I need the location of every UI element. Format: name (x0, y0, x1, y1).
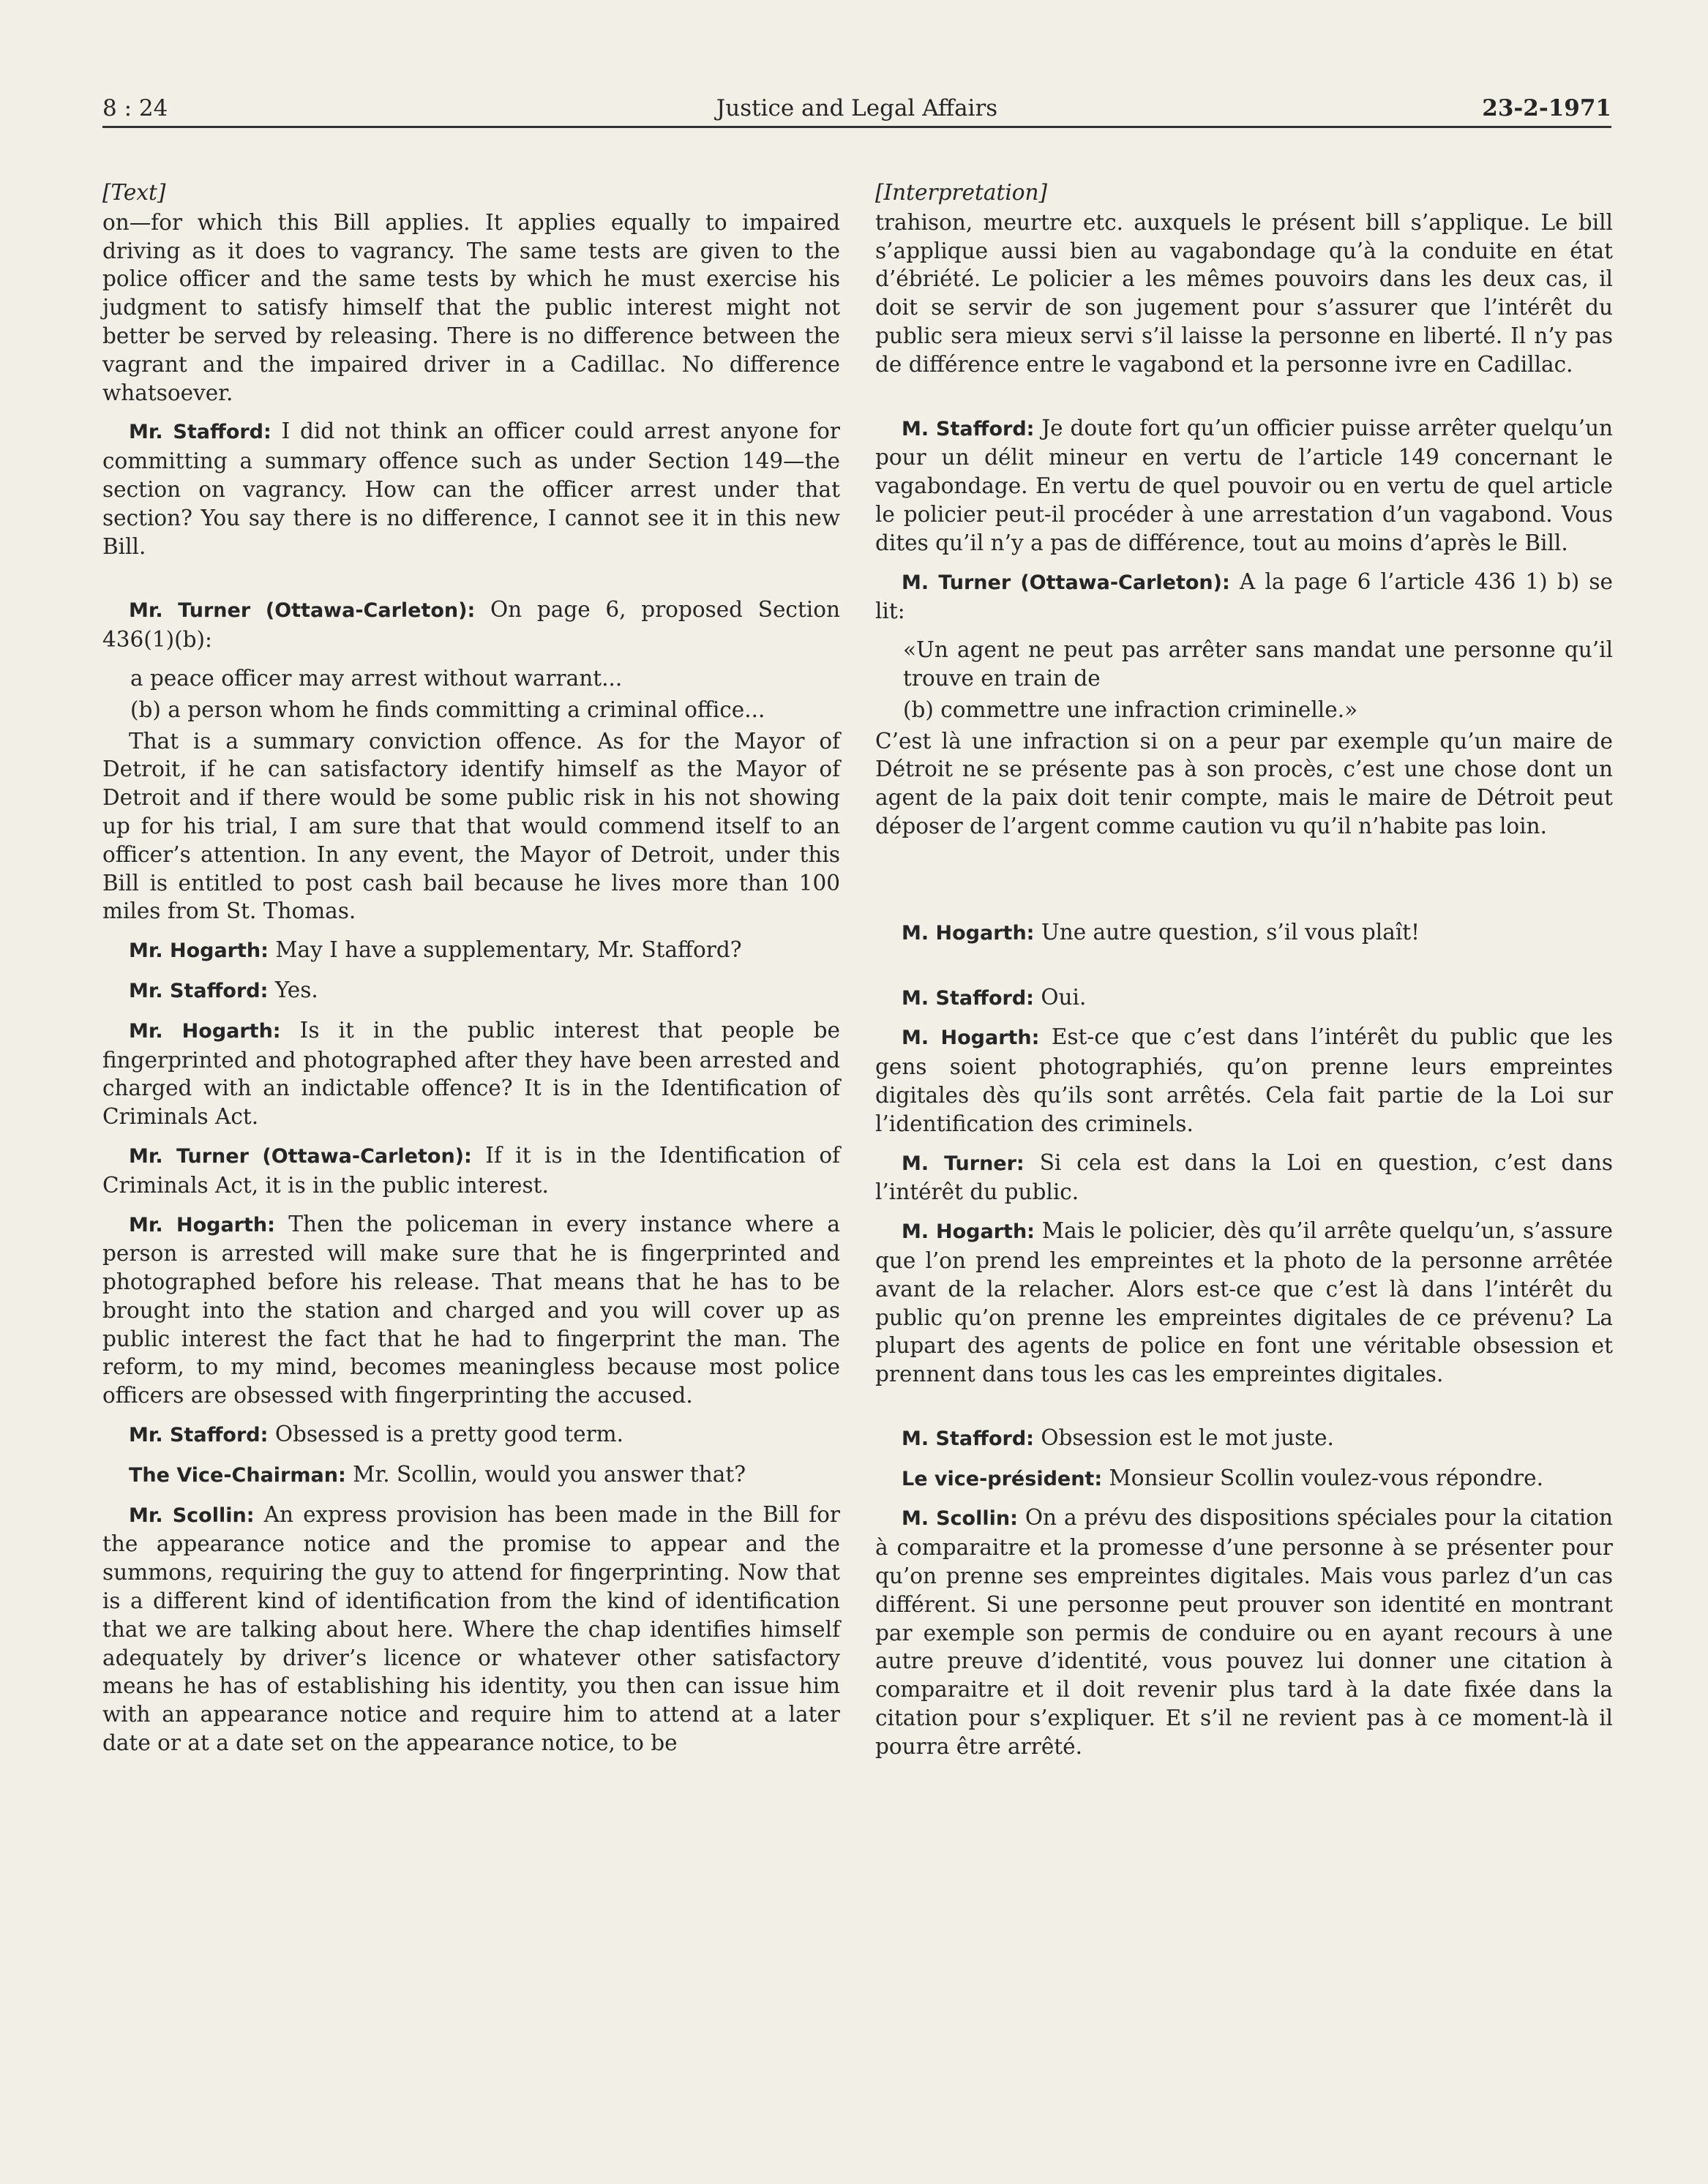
speech-paragraph (102, 1460, 840, 1490)
paragraph: on—for which this Bill applies. It applies equally to impaired driving as it does to vagrancy. The same tests are given to the police officer and the same tests by which he must exercise his judgment to satisfy himself that the public interest might not better be served by releasing. There is no difference between the vagrant and the impaired driver in a Cadillac. No difference whatsoever. (102, 209, 840, 405)
speaker-name: Le vice-président: (902, 1467, 1103, 1490)
speech-text: May I have a supplementary, Mr. Stafford? (275, 937, 742, 963)
running-title: Justice and Legal Affairs (716, 95, 998, 121)
speaker-name: Mr. Stafford: (129, 421, 271, 444)
speech-text: Obsessed is a pretty good term. (274, 1422, 624, 1447)
speaker-name: M. Hogarth: (902, 921, 1035, 945)
speech-text: If it is in the Identification of Criminals Act, it is in the public interest. (102, 1142, 840, 1198)
speech-text: On a prévu des dispositions spéciales pour la citation à comparaitre et la promesse d’une personne à se présenter pour qu’on prenne ses empreintes digitales. Mais vous parlez d’un cas différent. Si une personne peut prouver son identité en montrant par exemple son permis de conduire ou en ayant recours à une autre preuve d’identité, vous pouvez lui donner une citation à comparaitre et il doit revenir plus tard à la date fixée dans la citation pour s’expliquer. Et s’il ne revient pas à ce moment-là il pourra être arrêté. (875, 1505, 1613, 1759)
page-number: 8 : 24 (102, 95, 168, 121)
speech-text: Monsieur Scollin voulez-vous répondre. (1109, 1465, 1543, 1490)
header-date: 23-2-1971 (1482, 95, 1611, 121)
speaker-name: M. Turner: (902, 1152, 1025, 1175)
quoted-text: (b) a person whom he finds committing a criminal office... (130, 697, 765, 722)
speech-paragraph (875, 1023, 1613, 1138)
speaker-name: M. Turner (Ottawa-Carleton): (902, 571, 1230, 594)
speech-text: Obsession est le mot juste. (1041, 1425, 1334, 1450)
speech-text: Mr. Scollin, would you answer that? (353, 1461, 746, 1487)
speech-paragraph (875, 918, 1613, 948)
speech-text: Oui. (1041, 984, 1087, 1010)
quoted-text: (b) commettre une infraction criminelle.» (903, 697, 1358, 722)
speech-text: Then the policeman in every instance where a person is arrested will make sure that he is fingerprinted and photographed before his release. That means that he has to be brought into the station and charged and you will cover up as public interest the fact that he had to fingerprint the man. The reform, to my mind, becomes meaningless because most police officers are obsessed with fingerprinting the accused. (102, 1211, 840, 1408)
speech-paragraph (102, 1501, 840, 1757)
page-header (102, 94, 1611, 128)
speaker-name: Mr. Scollin: (129, 1504, 255, 1527)
speech-paragraph (875, 1424, 1613, 1454)
paragraph: C’est là une infraction si on a peur par exemple qu’un maire de Détroit ne se présente pas à son procès, c’est une chose dont un agent de la paix doit tenir compte, mais le maire de Détroit peut déposer de l’argent comme caution vu qu’il n’habite pas loin. (875, 728, 1613, 838)
speech-paragraph (102, 1210, 840, 1411)
speaker-name: Mr. Stafford: (129, 1424, 269, 1447)
speaker-name: M. Hogarth: (902, 1027, 1040, 1050)
speech-text: A la page 6 l’article 436 1) b) se lit: (875, 568, 1613, 624)
speaker-name: Mr. Stafford: (129, 979, 269, 1002)
section-label-text: [Text] (102, 180, 166, 205)
speaker-name: Mr. Hogarth: (129, 1213, 275, 1237)
speech-paragraph (875, 414, 1613, 558)
speaker-name: M. Stafford: (902, 986, 1034, 1010)
speaker-name: Mr. Hogarth: (129, 1019, 281, 1043)
section-label-interpretation: [Interpretation] (875, 180, 1048, 205)
speech-paragraph (102, 417, 840, 560)
french-column (875, 179, 1613, 1771)
speech-paragraph (102, 936, 840, 966)
speaker-name: M. Stafford: (902, 417, 1035, 440)
speech-text: Je doute fort qu’un officier puisse arrêter quelqu’un pour un délit mineur en vertu de l’article 149 concernant le vagabondage. En vertu de quel pouvoir ou en vertu de quel article le policier peut-il procéder à une arrestation d’un vagabond. Vous dites qu’il n’y a pas de différence, tout au moins d’après le Bill. (875, 415, 1613, 555)
paragraph: trahison, meurtre etc. auxquels le présent bill s’applique. Le bill s’applique aussi bien au vagabondage qu’à la conduite en état d’ébriété. Le policier a les mêmes pouvoirs dans les deux cas, il doit se servir de son jugement pour s’assurer que l’intérêt du public sera mieux servi s’il laisse la personne en liberté. Il n’y pas de différence entre le vagabond et la personne ivre en Cadillac. (875, 209, 1613, 377)
speaker-name: M. Scollin: (902, 1507, 1018, 1531)
speech-paragraph (102, 1141, 840, 1200)
speaker-name: Mr. Turner (Ottawa-Carleton): (129, 599, 476, 623)
speech-paragraph (875, 568, 1613, 626)
speech-paragraph (875, 983, 1613, 1013)
speaker-name: Mr. Turner (Ottawa-Carleton): (129, 1144, 472, 1168)
speaker-name: The Vice-Chairman: (129, 1463, 346, 1487)
speaker-name: M. Hogarth: (902, 1220, 1035, 1244)
speech-paragraph (875, 1217, 1613, 1389)
speech-text: Une autre question, s’il vous plaît! (1041, 919, 1420, 945)
quoted-text: «Un agent ne peut pas arrêter sans mandat une personne qu’il trouve en train de (903, 637, 1613, 691)
speech-text: An express provision has been made in the Bill for the appearance notice and the promise to appear and the summons, requiring the guy to attend for fingerprinting. Now that is a different kind of identification from the kind of identification that we are talking about here. Where the chap identifies himself adequately by driver’s licence or whatever other satisfactory means he has of establishing his identity, you then can issue him with an appearance notice and require him to attend at a later date or at a date set on the appearance notice, to be (102, 1501, 840, 1756)
speech-text: Si cela est dans la Loi en question, c’est dans l’intérêt du public. (875, 1149, 1613, 1205)
speech-text: I did not think an officer could arrest anyone for committing a summary offence such as under Section 149—the section on vagrancy. How can the officer arrest under that section? You say there is no difference, I cannot see it in this new Bill. (102, 419, 840, 559)
speech-paragraph (875, 1149, 1613, 1207)
speech-paragraph (102, 1016, 840, 1131)
paragraph: That is a summary conviction offence. As for the Mayor of Detroit, if he can satisfactory identify himself as the Mayor of Detroit and if there would be some public risk in his not showing up for his trial, I am sure that that would commend itself to an officer’s attention. In any event, the Mayor of Detroit, under this Bill is entitled to post cash bail because he lives more than 100 miles from St. Thomas. (102, 728, 840, 924)
speech-paragraph (875, 1504, 1613, 1760)
speech-text: On page 6, proposed Section 436(1)(b): (102, 597, 840, 653)
speech-paragraph (102, 1420, 840, 1450)
speech-text: Est-ce que c’est dans l’intérêt du public que les gens soient photographiés, qu’on prenne leurs empreintes digitales dès qu’ils sont arrêtés. Cela fait partie de la Loi sur l’identification des criminels. (875, 1024, 1613, 1136)
english-column (102, 179, 840, 1768)
speech-paragraph (102, 596, 840, 654)
speech-paragraph (102, 976, 840, 1006)
speaker-name: Mr. Hogarth: (129, 939, 269, 963)
quoted-text: a peace officer may arrest without warrant... (130, 665, 623, 691)
speech-text: Mais le policier, dès qu’il arrête quelqu’un, s’assure que l’on prend les empreintes et la photo de la personne arrêtée avant de la relacher. Alors est-ce que c’est là dans l’intérêt du public qu’on prenne les empreintes digitales de ce prévenu? La plupart des agents de police en font une véritable obsession et prennent dans tous les cas les empreintes digitales. (875, 1218, 1613, 1387)
speech-paragraph (875, 1464, 1613, 1494)
speech-text: Is it in the public interest that people be fingerprinted and photographed after they have been arrested and charged with an indictable offence? It is in the Identification of Criminals Act. (102, 1017, 840, 1130)
speaker-name: M. Stafford: (902, 1427, 1034, 1450)
speech-text: Yes. (274, 977, 318, 1002)
